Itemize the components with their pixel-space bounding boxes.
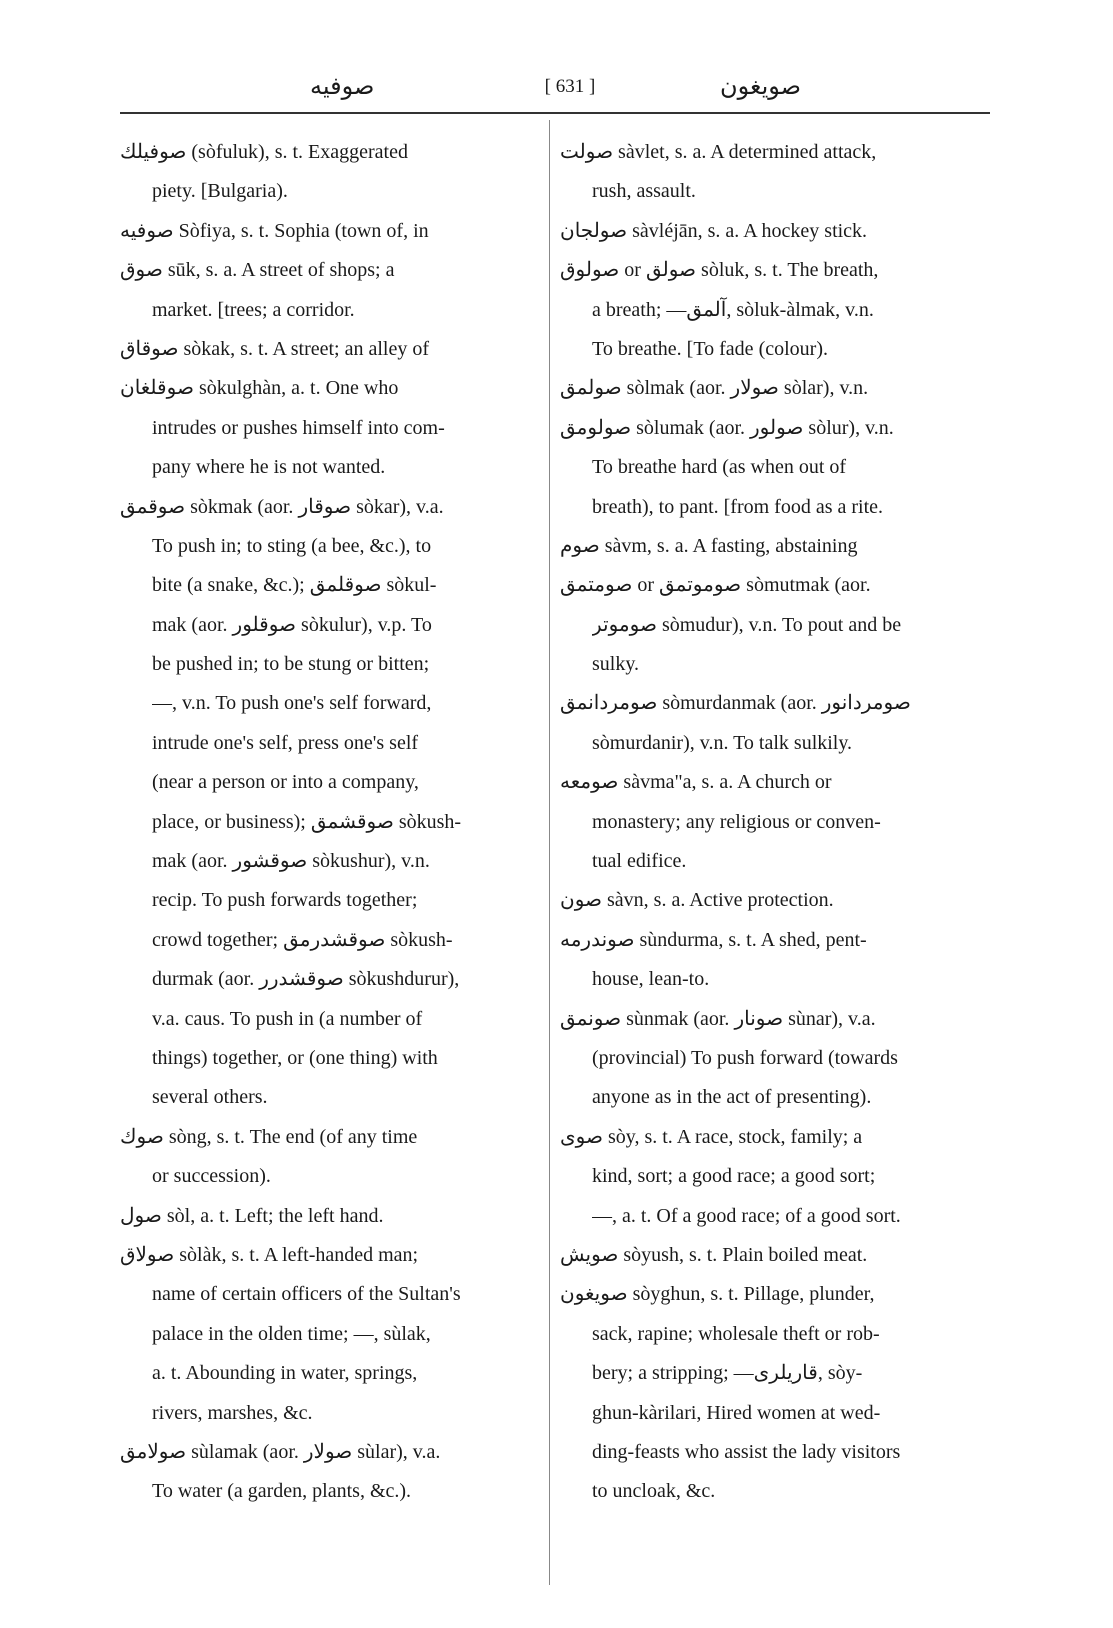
dictionary-line xyxy=(592,1315,978,1354)
dictionary-line xyxy=(152,527,538,566)
entry-text: recip. To push forwards together; xyxy=(152,889,418,912)
entry-text: intrude one's self, press one's self xyxy=(152,731,419,754)
entry-text: sòlmak (aor. صولار sòlar), v.n. xyxy=(626,377,869,400)
arabic-headword: صومعه xyxy=(560,771,619,794)
entry-text: pany where he is not wanted. xyxy=(152,456,386,479)
entry-text: To breathe hard (as when out of xyxy=(592,456,847,479)
dictionary-line xyxy=(560,684,978,723)
dictionary-line xyxy=(152,842,538,881)
entry-text: place, or business); صوقشمق sòkush- xyxy=(152,810,462,833)
arabic-headword: صومردانمق xyxy=(560,692,658,715)
dictionary-line xyxy=(592,448,978,487)
dictionary-line xyxy=(592,645,978,684)
arabic-headword: صوى xyxy=(560,1125,603,1148)
arabic-headword: صوندرمه xyxy=(560,928,635,951)
dictionary-line xyxy=(560,1275,978,1314)
dictionary-line xyxy=(120,330,538,369)
entry-text: sòmurdanmak (aor. صومردانور xyxy=(662,692,911,715)
entry-text: monastery; any religious or conven- xyxy=(592,810,881,833)
dictionary-line xyxy=(152,448,538,487)
dictionary-line xyxy=(120,133,538,172)
dictionary-line xyxy=(120,251,538,290)
entry-text: sulky. xyxy=(592,653,640,676)
dictionary-line xyxy=(152,291,538,330)
dictionary-line xyxy=(152,1078,538,1117)
dictionary-line xyxy=(152,172,538,211)
entry-text: sùnmak (aor. صونار sùnar), v.a. xyxy=(626,1007,876,1030)
entry-text: sùndurma, s. t. A shed, pent- xyxy=(639,928,867,951)
entry-text: (near a person or into a company, xyxy=(152,771,419,794)
arabic-headword: صول xyxy=(120,1204,162,1227)
header-rule xyxy=(120,112,990,114)
dictionary-line xyxy=(592,1394,978,1433)
entry-text: To push in; to sting (a bee, &c.), to xyxy=(152,534,432,557)
entry-text: sàvléjān, s. a. A hockey stick. xyxy=(632,219,868,242)
arabic-headword: صولق or صولوق xyxy=(560,259,697,282)
dictionary-line xyxy=(120,1197,538,1236)
dictionary-line xyxy=(152,763,538,802)
entry-text: (sòfuluk), s. t. Exaggerated xyxy=(191,141,408,163)
entry-text: a. t. Abounding in water, springs, xyxy=(152,1362,418,1385)
dictionary-line xyxy=(592,1078,978,1117)
dictionary-line xyxy=(120,1236,538,1275)
dictionary-line xyxy=(560,133,978,172)
dictionary-line xyxy=(560,527,978,566)
entry-text: mak (aor. صوقلور sòkulur), v.p. To xyxy=(152,613,432,636)
dictionary-line xyxy=(152,1000,538,1039)
dictionary-line xyxy=(560,212,978,251)
left-column xyxy=(120,133,538,1512)
arabic-headword: صويغون xyxy=(560,1283,628,1306)
entry-text: piety. [Bulgaria). xyxy=(152,180,288,203)
arabic-headword: صوفيه xyxy=(120,219,174,242)
dictionary-line xyxy=(592,291,978,330)
arabic-headword: صوفيلك xyxy=(120,141,187,163)
dictionary-line xyxy=(592,330,978,369)
entry-text: sūk, s. a. A street of shops; a xyxy=(167,259,395,282)
dictionary-line xyxy=(560,1236,978,1275)
arabic-headword: صويش xyxy=(560,1243,619,1266)
entry-text: kind, sort; a good race; a good sort; xyxy=(592,1165,876,1188)
entry-text: market. [trees; a corridor. xyxy=(152,298,355,321)
entry-text: bery; a stripping; —قاريلرى, sòy- xyxy=(592,1362,863,1385)
entry-text: sòy, s. t. A race, stock, family; a xyxy=(607,1125,863,1148)
page-number: [ 631 ] xyxy=(544,76,596,97)
dictionary-line xyxy=(592,724,978,763)
entry-text: ding-feasts who assist the lady visitors xyxy=(592,1440,901,1463)
dictionary-line xyxy=(560,251,978,290)
header-right-word: صويغون xyxy=(720,74,802,100)
entry-text: breath), to pant. [from food as a rite. xyxy=(592,495,884,518)
dictionary-line xyxy=(592,1433,978,1472)
entry-text: sòkak, s. t. A street; an alley of xyxy=(183,337,430,360)
entry-text: rush, assault. xyxy=(592,180,696,203)
dictionary-line xyxy=(560,881,978,920)
entry-text: sòkmak (aor. صوقار sòkar), v.a. xyxy=(190,495,444,518)
dictionary-line xyxy=(152,1039,538,1078)
dictionary-line xyxy=(592,606,978,645)
dictionary-line xyxy=(592,1039,978,1078)
arabic-headword: صوقمق xyxy=(120,495,186,518)
entry-text: several others. xyxy=(152,1086,268,1109)
entry-text: sòyush, s. t. Plain boiled meat. xyxy=(623,1243,868,1266)
entry-text: sòng, s. t. The end (of any time xyxy=(168,1125,418,1148)
dictionary-line xyxy=(592,1472,978,1511)
dictionary-line xyxy=(120,488,538,527)
entry-text: To breathe. [To fade (colour). xyxy=(592,337,828,360)
header-left-word: صوفيه xyxy=(310,74,375,100)
dictionary-line xyxy=(152,606,538,645)
dictionary-line xyxy=(592,488,978,527)
arabic-headword: صولامق xyxy=(120,1440,187,1463)
arabic-headword: صولت xyxy=(560,141,614,163)
entry-text: to uncloak, &c. xyxy=(592,1480,716,1503)
entry-text: bite (a snake, &c.); صوقلمق sòkul- xyxy=(152,574,437,597)
dictionary-line xyxy=(120,1433,538,1472)
dictionary-line xyxy=(152,1394,538,1433)
arabic-headword: صوك xyxy=(120,1125,164,1148)
dictionary-line xyxy=(560,921,978,960)
dictionary-line xyxy=(152,1354,538,1393)
entry-text: sàvma"a, s. a. A church or xyxy=(623,771,832,794)
arabic-headword: صولاق xyxy=(120,1243,175,1266)
entry-text: sòmutmak (aor. xyxy=(746,574,871,597)
dictionary-line xyxy=(152,409,538,448)
entry-text: sòlàk, s. t. A left-handed man; xyxy=(179,1243,419,1266)
dictionary-line xyxy=(120,369,538,408)
dictionary-line xyxy=(592,1354,978,1393)
entry-text: sòmurdanir), v.n. To talk sulkily. xyxy=(592,731,853,754)
dictionary-line xyxy=(152,960,538,999)
entry-text: sòyghun, s. t. Pillage, plunder, xyxy=(632,1283,875,1306)
dictionary-line xyxy=(560,369,978,408)
entry-text: anyone as in the act of presenting). xyxy=(592,1086,872,1109)
arabic-headword: صونمق xyxy=(560,1007,622,1030)
dictionary-line xyxy=(592,1157,978,1196)
entry-text: intrudes or pushes himself into com- xyxy=(152,416,445,439)
right-column xyxy=(560,133,978,1512)
entry-text: sàvm, s. a. A fasting, abstaining xyxy=(604,534,858,557)
dictionary-line xyxy=(152,1275,538,1314)
arabic-headword: صوموتمق or صومتمق xyxy=(560,574,742,597)
entry-text: To water (a garden, plants, &c.). xyxy=(152,1480,412,1503)
entry-text: —, a. t. Of a good race; of a good sort. xyxy=(592,1204,901,1227)
dictionary-line xyxy=(152,803,538,842)
dictionary-line xyxy=(560,1118,978,1157)
dictionary-line xyxy=(560,409,978,448)
dictionary-line xyxy=(592,960,978,999)
dictionary-line xyxy=(152,881,538,920)
dictionary-line xyxy=(592,842,978,881)
entry-text: be pushed in; to be stung or bitten; xyxy=(152,653,430,676)
entry-text: crowd together; صوقشدرمق sòkush- xyxy=(152,928,453,951)
entry-text: sùlamak (aor. صولار sùlar), v.a. xyxy=(191,1440,441,1463)
entry-text: a breath; —آلمق, sòluk-àlmak, v.n. xyxy=(592,298,874,321)
dictionary-line xyxy=(152,921,538,960)
dictionary-line xyxy=(152,1315,538,1354)
entry-text: name of certain officers of the Sultan's xyxy=(152,1283,461,1306)
entry-text: rivers, marshes, &c. xyxy=(152,1401,313,1424)
dictionary-line xyxy=(152,724,538,763)
arabic-headword: صولومق xyxy=(560,416,632,439)
dictionary-line xyxy=(152,684,538,723)
entry-text: Sòfiya, s. t. Sophia (town of, in xyxy=(178,219,429,242)
dictionary-line xyxy=(152,566,538,605)
entry-text: ghun-kàrilari, Hired women at wed- xyxy=(592,1401,881,1424)
entry-text: v.a. caus. To push in (a number of xyxy=(152,1007,423,1030)
entry-text: sàvlet, s. a. A determined attack, xyxy=(618,141,877,163)
dictionary-line xyxy=(560,1000,978,1039)
entry-text: sàvn, s. a. Active protection. xyxy=(607,889,834,912)
entry-text: —, v.n. To push one's self forward, xyxy=(152,692,432,715)
entry-text: house, lean-to. xyxy=(592,968,710,991)
entry-text: sòlumak (aor. صولور sòlur), v.n. xyxy=(636,416,894,439)
arabic-headword: صون xyxy=(560,889,603,912)
entry-text: palace in the olden time; —, sùlak, xyxy=(152,1322,431,1345)
column-divider xyxy=(549,120,550,1585)
dictionary-line xyxy=(592,1197,978,1236)
dictionary-line xyxy=(152,645,538,684)
entry-text: sòluk, s. t. The breath, xyxy=(701,259,879,282)
dictionary-line xyxy=(560,763,978,802)
dictionary-line xyxy=(592,803,978,842)
entry-text: sack, rapine; wholesale theft or rob- xyxy=(592,1322,880,1345)
entry-text: sòl, a. t. Left; the left hand. xyxy=(166,1204,384,1227)
arabic-headword: صوقاق xyxy=(120,337,179,360)
dictionary-line xyxy=(560,566,978,605)
dictionary-line xyxy=(592,172,978,211)
entry-text: sòkulghàn, a. t. One who xyxy=(198,377,399,400)
dictionary-line xyxy=(120,212,538,251)
running-header xyxy=(120,60,990,110)
entry-text: tual edifice. xyxy=(592,850,687,873)
entry-text: durmak (aor. صوقشدرر sòkushdurur), xyxy=(152,968,460,991)
dictionary-line xyxy=(152,1472,538,1511)
arabic-headword: صوم xyxy=(560,534,600,557)
entry-text: (provincial) To push forward (towards xyxy=(592,1046,898,1069)
entry-text: mak (aor. صوقشور sòkushur), v.n. xyxy=(152,850,430,873)
dictionary-line xyxy=(152,1157,538,1196)
arabic-headword: صوقلغان xyxy=(120,377,194,400)
arabic-headword: صوق xyxy=(120,259,163,282)
entry-text: صوموتر sòmudur), v.n. To pout and be xyxy=(592,613,902,636)
dictionary-line xyxy=(120,1118,538,1157)
entry-text: things) together, or (one thing) with xyxy=(152,1046,438,1069)
entry-text: or succession). xyxy=(152,1165,271,1188)
arabic-headword: صولمق xyxy=(560,377,622,400)
arabic-headword: صولجان xyxy=(560,219,628,242)
